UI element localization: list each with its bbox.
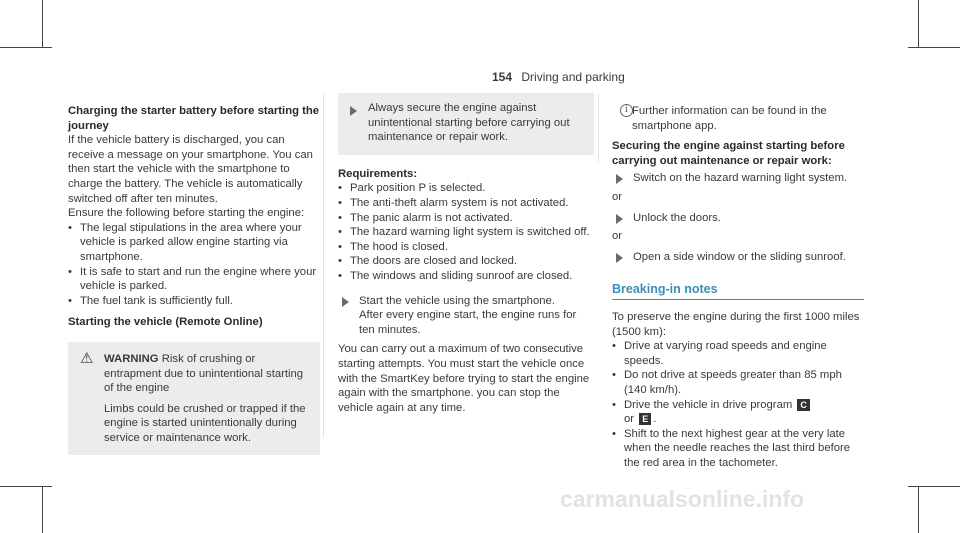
step-arrow-icon (342, 297, 349, 307)
list-item: • Park position P is selected. (338, 181, 594, 196)
list-item: • Shift to the next highest gear at the very late when the needle reaches the last third before the red area in the tachometer. (612, 427, 864, 471)
crop-mark (908, 486, 960, 487)
section-title: Driving and parking (521, 70, 625, 84)
crop-mark (0, 47, 52, 48)
breaking-in-list (612, 339, 864, 470)
step-arrow-icon (616, 174, 623, 184)
list-item: • The fuel tank is sufficiently full. (68, 294, 320, 309)
or-text: or (612, 190, 623, 203)
list-item: • Drive the vehicle in drive program C or E . (612, 398, 864, 427)
column-3 (612, 104, 864, 470)
list-item: • The windows and sliding sunroof are closed. (338, 269, 594, 284)
step-arrow-icon (616, 253, 623, 263)
crop-mark (0, 486, 52, 487)
subheading-remote-online: Starting the vehicle (Remote Online) (68, 316, 263, 329)
list-item: • The panic alarm is not activated. (338, 211, 594, 226)
step-arrow-icon (616, 214, 623, 224)
warning-box (68, 342, 320, 456)
warning-text (104, 352, 310, 396)
column-divider (323, 93, 324, 438)
list-item: • Drive at varying road speeds and engine speeds. (612, 339, 864, 368)
section-rule (612, 299, 864, 300)
crop-mark (918, 0, 919, 48)
heading-securing-engine: Securing the engine against starting before carrying out maintenance or repair work: (612, 140, 845, 167)
list-item: • The hood is closed. (338, 240, 594, 255)
list-item: • It is safe to start and run the engine where your vehicle is parked. (68, 265, 320, 294)
paragraph: If the vehicle battery is discharged, you can receive a message on your smartphone. You can then start the vehicle with the smartphone to charge the battery. The vehicle is automatically switched off after ten minutes. (68, 134, 313, 205)
crop-mark (908, 47, 960, 48)
list-item: • The doors are closed and locked. (338, 254, 594, 269)
list-item: • Do not drive at speeds greater than 85 mph (140 km/h). (612, 368, 864, 397)
step-text: Unlock the doors. (633, 211, 721, 224)
step-unlock (612, 211, 864, 226)
bullet-list (68, 221, 320, 309)
step-arrow-icon (350, 106, 357, 116)
step-start-vehicle (338, 294, 594, 338)
warning-label: WARNING (104, 352, 159, 365)
warning-continuation-box (338, 93, 594, 155)
requirements-list (338, 181, 594, 283)
step-text: Switch on the hazard warning light system. (633, 172, 848, 185)
column-1 (68, 104, 320, 455)
list-item: • The hazard warning light system is switched off. (338, 225, 594, 240)
warning-risk: Risk of crushing or entrapment due to unintentional starting of the engine (104, 352, 304, 395)
requirements-heading: Requirements: (338, 167, 418, 180)
program-c-icon: C (797, 399, 810, 411)
or-text: or (612, 230, 623, 243)
page-number: 154 (492, 70, 513, 84)
step-result: After every engine start, the engine runs for ten minutes. (359, 309, 577, 336)
program-e-icon: E (639, 413, 651, 425)
paragraph: You can carry out a maximum of two consecutive starting attempts. You must start the vehicle once with the SmartKey before trying to start the engine again with the smartphone. you can stop the vehicle again at any time. (338, 343, 590, 414)
warning-triangle-icon: ⚠ (80, 349, 94, 367)
crop-mark (918, 486, 919, 533)
page-header (492, 70, 625, 84)
paragraph: Ensure the following before starting the engine: (68, 207, 305, 220)
warning-body: Limbs could be crushed or trapped if the engine is started unintentionally during service or maintenance work. (104, 402, 306, 444)
step-window (612, 250, 864, 265)
note-text: Always secure the engine against unintentional starting before carrying out maintenance or repair work. (368, 102, 570, 144)
column-2 (338, 93, 594, 415)
intro-text: To preserve the engine during the first 1000 miles (1500 km): (612, 310, 860, 338)
breaking-in-title: Breaking-in notes (612, 282, 718, 297)
drive-program-text: Drive the vehicle in drive program (624, 398, 793, 411)
info-icon: i (620, 104, 633, 117)
step-text: Open a side window or the sliding sunroof. (633, 250, 846, 263)
info-text: Further information can be found in the smartphone app. (632, 105, 827, 132)
heading-charging: Charging the starter battery before starting the journey (68, 105, 320, 132)
or-text: or (624, 413, 635, 426)
step-hazard (612, 171, 864, 186)
list-item: • The legal stipulations in the area where your vehicle is parked allow engine starting via smartphone. (68, 221, 320, 265)
list-item: • The anti-theft alarm system is not activated. (338, 196, 594, 211)
step-text: Start the vehicle using the smartphone. (359, 294, 555, 307)
crop-mark (42, 0, 43, 48)
crop-mark (42, 486, 43, 533)
watermark: carmanualsonline.info (560, 486, 805, 512)
column-divider (598, 93, 599, 163)
